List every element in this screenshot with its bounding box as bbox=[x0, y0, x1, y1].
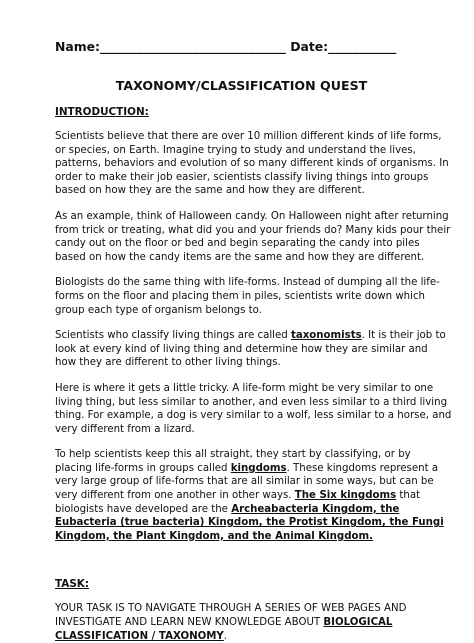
paragraph-task bbox=[55, 602, 428, 643]
paragraph-kingdoms bbox=[55, 448, 444, 543]
paragraph-line: Scientists believe that there are over 10 million different kinds of life forms, bbox=[55, 131, 442, 142]
paragraph-taxonomists bbox=[55, 329, 446, 370]
kingdom-list-line: Kingdom, the Plant Kingdom, and the Animal Kingdom. bbox=[55, 530, 374, 542]
paragraph-line: Here is where it gets a little tricky. A life-form might be very similar to one bbox=[55, 382, 434, 394]
term-six-kingdoms: The Six kingdoms bbox=[294, 490, 397, 502]
paragraph-tricky bbox=[55, 382, 452, 436]
text-run: . It is their job to bbox=[361, 330, 446, 342]
text-run: INVESTIGATE AND LEARN NEW KNOWLEDGE ABOUT bbox=[55, 617, 324, 629]
paragraph-line: candy out on the floor or bed and begin separating the candy into piles bbox=[55, 238, 420, 250]
paragraph-line: thing. For example, a dog is very similar to a wolf, less similar to a horse, and bbox=[55, 410, 452, 422]
paragraph-line bbox=[55, 329, 446, 343]
term-taxonomists: taxonomists bbox=[290, 330, 362, 342]
paragraph-line: Biologists do the same thing with life-forms. Instead of dumping all the life- bbox=[55, 277, 440, 289]
text-run: Scientists who classify living things are called bbox=[55, 330, 291, 342]
paragraph-line: based on how the candy items are the same and how they are different. bbox=[55, 251, 425, 263]
paragraph-line bbox=[55, 630, 428, 643]
paragraph-line: based on how they are the same and how they are different. bbox=[55, 185, 365, 197]
paragraph-line: from trick or treating, what did you and your friends do? Many kids pour their bbox=[55, 224, 451, 236]
paragraph-biologists bbox=[55, 276, 440, 317]
paragraph-line: As an example, think of Halloween candy. On Halloween night after returning bbox=[55, 210, 449, 222]
task-topic: BIOLOGICAL bbox=[323, 617, 393, 629]
paragraph-line: or species, on Earth. Imagine trying to study and understand the lives, bbox=[55, 144, 416, 156]
paragraph-line: very large group of life-forms that are all similar in some ways, but can be bbox=[55, 476, 434, 488]
paragraph-species bbox=[55, 130, 449, 198]
date-label: Date:___________ bbox=[290, 39, 397, 54]
text-run: that bbox=[396, 490, 421, 502]
text-run: very different from one another in other ways. bbox=[55, 490, 295, 502]
paragraph-line: YOUR TASK IS TO NAVIGATE THROUGH A SERIES OF WEB PAGES AND bbox=[55, 603, 407, 615]
paragraph-line: how they are different to other living things. bbox=[55, 357, 281, 369]
paragraph-line bbox=[55, 489, 428, 503]
paragraph-line bbox=[55, 462, 439, 476]
text-run: placing life-forms in groups called bbox=[55, 462, 231, 474]
paragraph-line: living thing, but less similar to another, and even less similar to a third living bbox=[55, 396, 448, 408]
paragraph-line: very different from a lizard. bbox=[55, 423, 195, 435]
text-run: . bbox=[223, 630, 228, 642]
paragraph-line bbox=[55, 503, 428, 517]
task-topic: CLASSIFICATION / TAXONOMY bbox=[55, 630, 224, 642]
paragraph-line: group each type of organism belongs to. bbox=[55, 304, 262, 316]
paragraph-line: order to make their job easier, scientists classify living things into groups bbox=[55, 171, 429, 183]
page-title: TAXONOMY/CLASSIFICATION QUEST bbox=[115, 78, 368, 93]
text-run: . These kingdoms represent a bbox=[286, 462, 439, 474]
term-kingdoms: kingdoms bbox=[230, 462, 287, 474]
paragraph-line: To help scientists keep this all straight, they start by classifying, or by bbox=[55, 449, 411, 461]
kingdom-list-line: Eubacteria (true bacteria) Kingdom, the Protist Kingdom, the Fungi bbox=[55, 517, 444, 529]
paragraph-line bbox=[55, 616, 428, 630]
name-label: Name:______________________________ bbox=[55, 39, 286, 54]
name-date-line bbox=[55, 38, 428, 55]
task-heading: TASK: bbox=[55, 578, 90, 591]
text-run: biologists have developed are the bbox=[55, 503, 232, 515]
kingdom-list-start: Archeabacteria Kingdom, the bbox=[231, 503, 400, 515]
paragraph-line: look at every kind of living thing and determine how they are similar and bbox=[55, 343, 428, 355]
paragraph-line: patterns, behaviors and evolution of so many different kinds of organisms. In bbox=[55, 158, 449, 170]
introduction-heading: INTRODUCTION: bbox=[55, 106, 149, 118]
paragraph-halloween bbox=[55, 210, 451, 264]
paragraph-line: forms on the floor and placing them in piles, scientists write down which bbox=[55, 290, 426, 302]
